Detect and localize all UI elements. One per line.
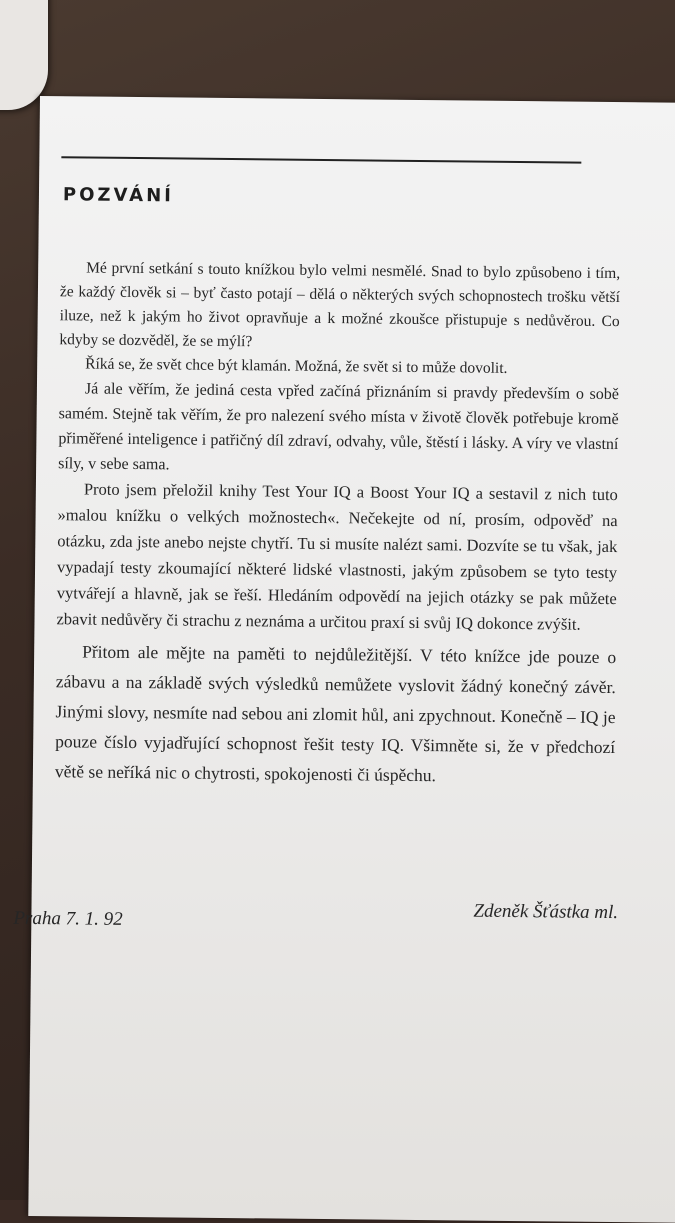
book-page: [13, 96, 675, 1223]
paragraph-4: Proto jsem přeložil knihy Test Your IQ a Boost Your IQ a sestavil z nich tuto »malou knížku o velkých možnostech«. Nečekejte od ní, prosím, odpověď na otázku, zda jste anebo nejste chytří. Tu si musíte nalézt sami. Dozvíte se tu však, jak vypadají testy zkoumající některé lidské vlastnosti, jakým způsobem se tyto testy vytvářejí a hlavně, jak se řeší. Hledáním odpovědí na jejich otázky se pak můžete zbavit nedůvěry či strachu z neznáma a určitou praxí si svůj IQ dokonce zvýšit.: [56, 479, 618, 634]
paragraph-3: Já ale věřím, že jediná cesta vpřed začíná přiznáním si pravdy především o sobě samém. Stejně tak věřím, že pro nalezení svého místa v životě člověk potřebuje kromě přiměřené inteligence i patřičný díl zdraví, odvahy, vůle, štěstí i lásky. A víry ve vlastní síly, v sebe sama.: [58, 380, 619, 474]
page-heading: POZVÁNÍ: [62, 184, 175, 207]
author-signature: Zdeněk Šťástka ml.: [473, 900, 619, 924]
paragraph-2: Říká se, že svět chce být klamán. Možná, že svět si to může dovolit.: [85, 355, 508, 377]
paragraph-1: Mé první setkání s touto knížkou bylo velmi nesmělé. Snad to bylo způsobeno i tím, že každý člověk si – byť často potají – dělá o některých svých schopnostech trošku větší iluze, než k jakým ho život opravňuje a k možné zkoušce přistupuje s nedůvěrou. Co kdyby se dozvěděl, že se mýlí?: [59, 259, 621, 351]
paragraph-5: Přitom ale mějte na paměti to nejdůležitější. V této knížce jde pouze o zábavu a na základě svých výsledků nemůžete vyslovit žádný konečný závěr. Jinými slovy, nesmíte nad sebou ani zlomit hůl, ani zpychnout. Konečně – IQ je pouze číslo vyjadřující schopnost řešit testy IQ. Všimněte si, že v předchozí větě se neříká nic o chytrosti, spokojenosti či úspěchu.: [54, 641, 617, 786]
heading-rule: [61, 156, 581, 163]
place-date: Praha 7. 1. 92: [13, 907, 123, 930]
body-text: [55, 256, 621, 792]
